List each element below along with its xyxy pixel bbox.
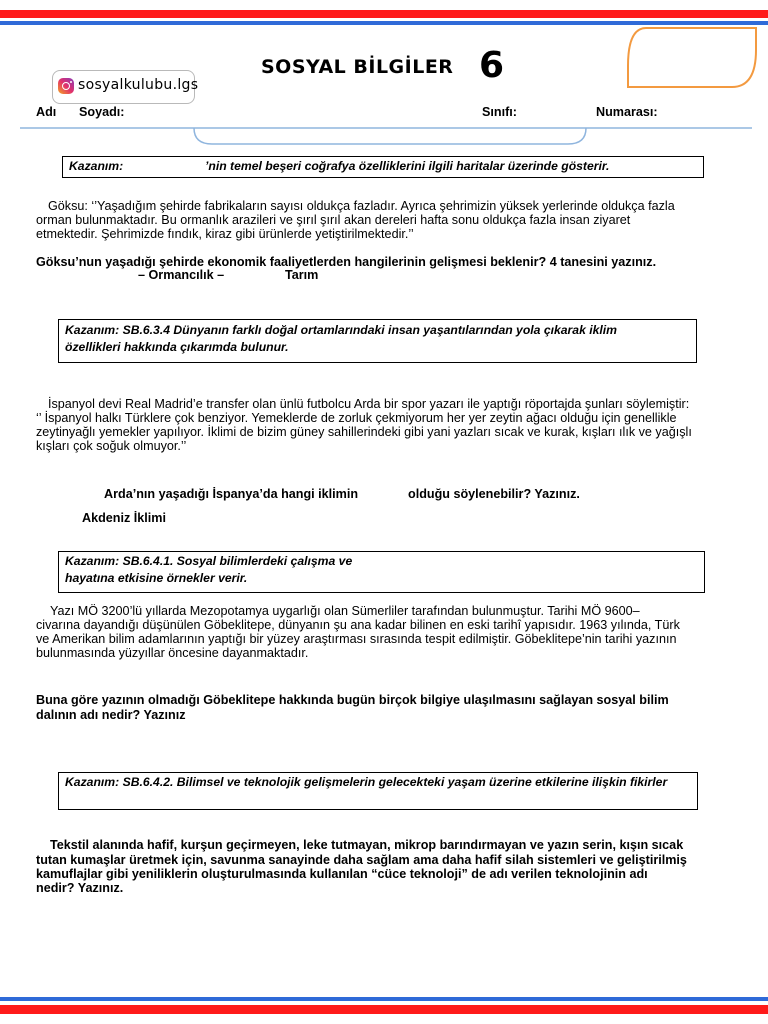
question-teknoloji-4: nedir? Yazınız. [36,881,124,895]
top-blue-stripe [0,21,768,25]
paragraph-arda-4: kışları çok soğuk olmuyor.’’ [36,439,187,453]
surname-label: Soyadı: [79,105,125,119]
kazanim-box-4 [58,772,698,810]
paragraph-yazi-2: civarına dayandığı düşünülen Göbeklitepe, dünyanın şu ana kadar bilinen en eski tarihî yapısıdır. 1963 yılında, Türk [36,618,680,632]
kazanim-text-line2: hayatına etkisine örnekler verir. [65,571,248,585]
paragraph-yazi-1: Yazı MÖ 3200’lü yıllarda Mezopotamya uygarlığı olan Sümerliler tarafından bulunmuştur. Tarihi MÖ 9600– [50,604,640,618]
grade-number: 6 [479,45,505,86]
name-label: Adı [36,105,57,119]
bottom-blue-stripe [0,997,768,1001]
instagram-icon [58,78,74,94]
paragraph-yazi-4: bulunmasında yüzyıllar öncesine dayanmaktadır. [36,646,309,660]
question-gobeklitepe-1: Buna göre yazının olmadığı Göbeklitepe hakkında bugün birçok bilgiye ulaşılmasını sağlayan sosyal bilim [36,693,669,707]
answer-ormancilik: – Ormancılık – [138,268,225,282]
question-gobeklitepe-2: dalının adı nedir? Yazınız [36,708,186,722]
answer-tarim: Tarım [285,268,319,282]
score-box-shape [624,26,760,90]
question-arda-part1: Arda’nın yaşadığı İspanya’da hangi iklimin [104,487,359,501]
kazanim-text-line1: Kazanım: SB.6.3.4 Dünyanın farklı doğal ortamlarındaki insan yaşantılarından yola çıkarak iklim [65,323,618,337]
bottom-red-stripe [0,1005,768,1014]
paragraph-arda-1: İspanyol devi Real Madrid’e transfer olan ünlü futbolcu Arda bir spor yazarı ile yaptığı röportajda şunları söylemiştir: [48,397,690,411]
kazanim-box-3 [58,551,705,593]
paragraph-goksu-3: etmektedir. Şehrimizde fındık, kiraz gibi ürünlerde yetiştirilmektedir.’’ [36,227,414,241]
class-label: Sınıfı: [482,105,517,119]
paragraph-arda-2: ‘’ İspanyol halkı Türklere çok benziyor. Yemeklerde de zorluk çekmiyorum her yer zeytin ağacı olduğu için genellikle [36,411,677,425]
paragraph-arda-3: zeytinyağlı yemekler yapılıyor. İklimi de bizim güney sahillerindeki gibi yani yazları sıcak ve kurak, kışları ılık ve yağışlı [36,425,692,439]
kazanim-text-line2: özellikleri hakkında çıkarımda bulunur. [65,340,289,354]
kazanim-text-line1: Kazanım: SB.6.4.1. Sosyal bilimlerdeki çalışma ve [65,554,353,568]
kazanim-text: Kazanım: SB.6.4.2. Bilimsel ve teknolojik gelişmelerin gelecekteki yaşam üzerine etkilerine ilişkin fikirler [65,775,668,789]
kazanim-box-1 [62,156,704,178]
paragraph-yazi-3: ve Amerikan bilim adamlarının yaptığı bir yüzey araştırması sırasında tespit edilmiştir. Göbeklitepe’nin tarihi yazının [36,632,677,646]
kazanim-label: Kazanım: [69,159,124,173]
paragraph-goksu-2: orman bulunmaktadır. Bu ormanlık arazileri ve şırıl şırıl akan dereleri hafta sonu oldukça fazla insan ziyaret [36,213,631,227]
top-red-stripe [0,10,768,18]
answer-akdeniz: Akdeniz İklimi [82,511,166,525]
question-goksu: Göksu’nun yaşadığı şehirde ekonomik faaliyetlerden hangilerinin gelişmesi beklenir? 4 tanesini yazınız. [36,255,657,269]
question-teknoloji-2: tutan kumaşlar üretmek için, savunma sanayinde daha sağlam ama daha hafif silah sistemleri ve geliştirilmiş [36,853,687,867]
kazanim-box-2 [58,319,697,363]
paragraph-goksu-1: Göksu: ‘’Yaşadığım şehirde fabrikaların sayısı oldukça fazladır. Ayrıca şehrimizin yüksek yerlerinde oldukça fazla [48,199,675,213]
question-teknoloji-3: kamuflajlar gibi yeniliklerin oluşturulmasında kullanılan “cüce teknoloji” de adı verilen teknolojinin adı [36,867,648,881]
logo-badge [52,70,199,104]
question-teknoloji-1: Tekstil alanında hafif, kurşun geçirmeyen, leke tutmayan, mikrop barındırmayan ve yazın serin, kışın sıcak [50,838,684,852]
question-arda-part2: olduğu söylenebilir? Yazınız. [408,487,580,501]
number-label: Numarası: [596,105,658,119]
kazanim-text: ’nin temel beşeri coğrafya özelliklerini ilgili haritalar üzerinde gösterir. [205,159,610,173]
logo-text: sosyalkulubu.lgs [78,77,199,93]
page-title: SOSYAL BİLGİLER [261,56,454,78]
header-tab-shape [0,120,768,148]
